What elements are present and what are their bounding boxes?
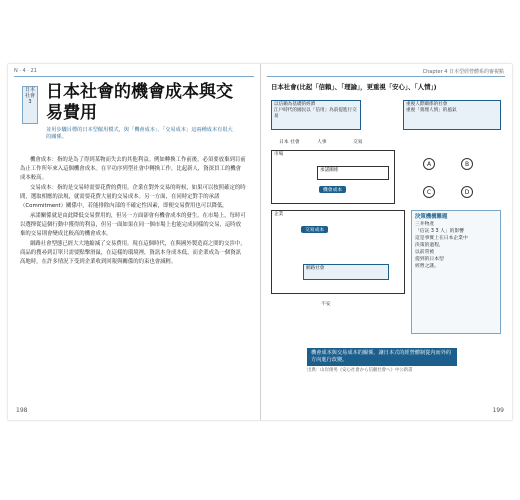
node-d: D bbox=[461, 186, 473, 198]
paragraph: 交易成本：指的是交易時需要花費的費用。企業在對外交易的時候，如果可以按照確定的時間，選取相應的法規，就需要花費大量的交易成本。另一方面，在同時定對手的承諾（Commitment）關係中，若能排除內部的不確定性因素，即便交易費用也可以降低。 bbox=[20, 185, 246, 209]
pill-opportunity-cost: 機會成本 bbox=[319, 186, 346, 193]
book-spread bbox=[8, 64, 512, 420]
sidebar-line: 這是事實上在日本企業中 bbox=[415, 236, 468, 241]
paragraph: 網路社會型態已經大大地縮減了交易費用。現在這個時代，在與國外製造商之間的交涉中，商品的搜尋到訂單只需要點擊滑鼠，在這樣的環境裡，資訊本身成本低，而企業成為一個資訊高地時，在許多情況下受到企業收到回報與關係的約束也會減輕。 bbox=[20, 241, 246, 265]
diagram-box-commitment: 承諾關係 bbox=[317, 166, 389, 180]
sidebar-line: 決策的過程， bbox=[415, 243, 444, 248]
pill-transaction-cost: 交易成本 bbox=[301, 226, 328, 233]
box-label: 企業 bbox=[274, 212, 284, 217]
header-rule bbox=[14, 76, 254, 77]
header-rule bbox=[267, 76, 505, 77]
sidebar-line: 「信託 3 3 人」的影響 bbox=[415, 229, 465, 234]
page-title: 日本社會的機會成本與交易費用 bbox=[46, 82, 233, 123]
diagram-box-trust-economy: 以信賴為基礎的經濟 江戶時代的國民以「信用」為前提進行交易 bbox=[271, 100, 361, 130]
diagram-box-net-society: 網路社會 bbox=[303, 264, 389, 280]
running-head-left: N · 4 · 21 bbox=[14, 68, 37, 74]
page-number-right: 199 bbox=[492, 407, 504, 414]
sidebar-line: 三井物產 bbox=[415, 222, 435, 227]
paragraph: 承諾關係就是由此降低交易費用的，但另一方面卻會有機會成本的發生。在市場上，每時可以選擇從這個行動中獲得的利益，但另一面如果在同一個市場上也能完成同樣的交易，這時放棄的交易則會變成比較高的機會成本。 bbox=[20, 213, 246, 237]
right-page bbox=[261, 64, 512, 420]
node-b: B bbox=[461, 158, 473, 170]
chapter-tab: 日本社會 3 bbox=[22, 86, 38, 124]
diagram-source: 出典：山岸俊男《安心社會から信頼社會へ》中公新書 bbox=[307, 368, 413, 373]
box-label: 市場 bbox=[274, 152, 284, 157]
diagram-title: 日本社會(比起「信賴」、「理論」，更重視「安心」、「人情」) bbox=[271, 83, 437, 91]
label-japan-society: 日本 社會 bbox=[279, 140, 300, 145]
page-number-left: 198 bbox=[16, 407, 28, 414]
sidebar-line: 經營之謎。 bbox=[415, 264, 439, 269]
sidebar-box bbox=[411, 210, 501, 334]
body-text bbox=[20, 156, 246, 268]
label-trade: 交易 bbox=[353, 140, 363, 145]
running-head-right: Chapter 4 日本型經營體系的審視點 bbox=[422, 69, 504, 75]
diagram-caption: 機會成本與交易成本的關係，讓日本式的經營體制從內而外的方向進行改變。 bbox=[307, 348, 457, 366]
sidebar-line: 以前常被 bbox=[415, 250, 435, 255]
label-anxiety: 不安 bbox=[321, 302, 331, 307]
sidebar-heading: 決策機構難題 bbox=[415, 214, 448, 220]
label-personnel: 人事 bbox=[317, 140, 327, 145]
node-c: C bbox=[423, 186, 435, 198]
node-a: A bbox=[423, 158, 435, 170]
sidebar-line: 提到的日本型 bbox=[415, 257, 444, 262]
paragraph: 機會成本：指的是為了得到某物而失去的其他利益。例如轉換工作前後，必須要放棄到目前為止工作所年來入這個機會成本。在平功序列型社會中轉換工作，比起新人，資深員工的機會成本較高。 bbox=[20, 157, 246, 181]
left-page bbox=[8, 64, 260, 420]
diagram-box-human-relations: 重視人際關係的社會 重視「義理人情」的風氣 bbox=[403, 100, 501, 130]
diagram-box-enterprise bbox=[271, 210, 405, 294]
page-subtitle: 並用步驟目標的日本型僱用模式，與「機會成本」、「交易成本」這兩種成本有很大的關係。 bbox=[46, 127, 233, 140]
